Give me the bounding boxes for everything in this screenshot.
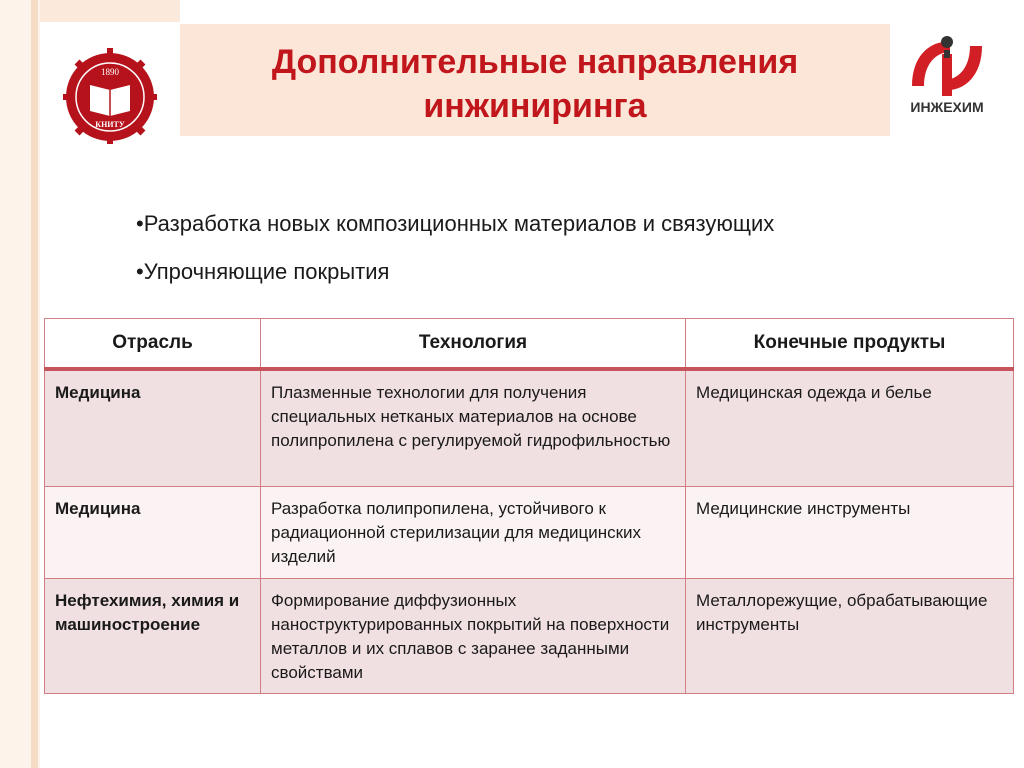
- decorative-band-top: [40, 0, 180, 22]
- cell-technology: Разработка полипропилена, устойчивого к радиационной стерилизации для медицинских изделий: [261, 486, 686, 578]
- bullet-item: •Разработка новых композиционных материалов и связующих: [136, 211, 775, 236]
- title-line-2: инжиниринга: [423, 87, 647, 125]
- logo-right-name: ИНЖЕХИМ: [910, 99, 984, 115]
- logo-year: 1890: [101, 67, 119, 77]
- cell-products: Медицинская одежда и белье: [686, 369, 1014, 486]
- decorative-stripe: [31, 0, 38, 768]
- engineering-table: [44, 318, 1014, 694]
- header-branch: Отрасль: [45, 319, 261, 370]
- cell-technology: Формирование диффузионных наноструктурированных покрытий на поверхности металлов и их сплавов с заранее заданными свойствами: [261, 578, 686, 693]
- table-row: [45, 369, 1014, 486]
- logo-name: КНИТУ: [95, 120, 125, 129]
- table-row: [45, 486, 1014, 578]
- cell-branch: Нефтехимия, химия и машиностроение: [45, 578, 261, 693]
- header-technology: Технология: [261, 319, 686, 370]
- cell-products: Медицинские инструменты: [686, 486, 1014, 578]
- cell-products: Металлорежущие, обрабатывающие инструменты: [686, 578, 1014, 693]
- cell-technology: Плазменные технологии для получения специальных нетканых материалов на основе полипропилена с регулируемой гидрофильностью: [261, 369, 686, 486]
- cell-branch: Медицина: [45, 369, 261, 486]
- page-title: [180, 40, 890, 128]
- bullet-item: •Упрочняющие покрытия: [136, 259, 390, 284]
- inzhekhim-logo: [892, 24, 1002, 132]
- title-line-1: Дополнительные направления: [271, 43, 799, 81]
- table-row: [45, 578, 1014, 693]
- header-products: Конечные продукты: [686, 319, 1014, 370]
- bullet-list: [136, 200, 774, 296]
- cell-branch: Медицина: [45, 486, 261, 578]
- knitu-logo: [60, 45, 160, 145]
- table-header-row: [45, 319, 1014, 370]
